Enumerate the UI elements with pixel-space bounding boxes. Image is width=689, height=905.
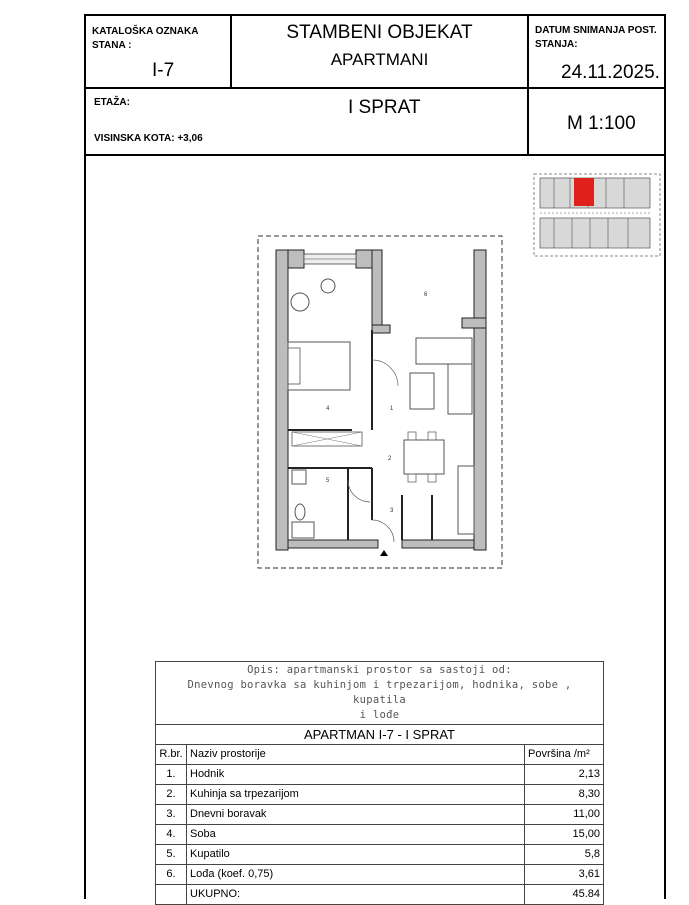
floor-value: I SPRAT (348, 97, 421, 118)
col-num-header: R.br. (156, 745, 187, 765)
title-line-1: STAMBENI OBJEKAT (286, 22, 473, 43)
row-area: 15,00 (525, 825, 604, 845)
table-row (156, 805, 604, 825)
highlighted-unit (574, 178, 594, 206)
table-header-row (156, 745, 604, 765)
scale-value: M 1:100 (567, 113, 636, 134)
date-label: DATUM SNIMANJA POST. STANJA: (535, 25, 657, 50)
header-scale-cell (527, 87, 666, 156)
description-line-2: Dnevnog boravka sa kuhinjom i trpezarijom, hodnika, sobe , kupatila (187, 679, 572, 706)
description-line-1: Opis: apartmanski prostor sa sastoji od: (247, 664, 512, 676)
row-area: 8,30 (525, 785, 604, 805)
row-name: Soba (187, 825, 525, 845)
row-area: 11,00 (525, 805, 604, 825)
height-row (94, 133, 203, 144)
apartment-title: APARTMAN I-7 - I SPRAT (156, 725, 604, 745)
table-row (156, 865, 604, 885)
header-date-cell (527, 14, 666, 89)
apartment-title-row (156, 725, 604, 745)
header-floor-cell (84, 87, 530, 156)
row-num: 1. (156, 765, 187, 785)
floor-label: ETAŽA: (94, 97, 130, 108)
height-value: +3,06 (177, 133, 203, 144)
date-value: 24.11.2025. (561, 62, 660, 83)
table-row (156, 825, 604, 845)
row-area: 5,8 (525, 845, 604, 865)
row-num: 2. (156, 785, 187, 805)
description-row (156, 662, 604, 725)
table-row (156, 785, 604, 805)
key-plan-image (532, 170, 662, 260)
row-name: Kupatilo (187, 845, 525, 865)
room-label-soba: 4 (326, 406, 330, 412)
stan-label: STANA : (92, 40, 132, 51)
row-name: Lođa (koef. 0,75) (187, 865, 525, 885)
floor-plan-drawing (252, 230, 507, 572)
total-num-cell (156, 885, 187, 905)
row-area: 3,61 (525, 865, 604, 885)
col-area-header: Površina /m² (525, 745, 604, 765)
code-label: KATALOŠKA OZNAKA (92, 26, 199, 37)
row-num: 5. (156, 845, 187, 865)
row-num: 4. (156, 825, 187, 845)
stan-value: I-7 (152, 60, 175, 81)
header-code-cell (84, 14, 232, 89)
total-row (156, 885, 604, 905)
rooms-table (155, 661, 604, 905)
header-title-cell (230, 14, 529, 89)
room-label-boravak: 3 (390, 508, 394, 514)
row-area: 2,13 (525, 765, 604, 785)
height-label: VISINSKA KOTA: (94, 133, 175, 144)
row-name: Hodnik (187, 765, 525, 785)
room-label-loda: 6 (424, 292, 428, 298)
row-num: 3. (156, 805, 187, 825)
room-label-hodnik: 1 (390, 406, 394, 412)
title-line-2: APARTMANI (330, 50, 429, 69)
row-num: 6. (156, 865, 187, 885)
room-label-kuhinja: 2 (388, 456, 392, 462)
table-row (156, 845, 604, 865)
total-label: UKUPNO: (187, 885, 525, 905)
row-name: Dnevni boravak (187, 805, 525, 825)
description-line-3: i lođe (359, 709, 400, 721)
room-label-kupatilo: 5 (326, 478, 330, 484)
total-value: 45.84 (525, 885, 604, 905)
table-row (156, 765, 604, 785)
col-name-header: Naziv prostorije (187, 745, 525, 765)
row-name: Kuhinja sa trpezarijom (187, 785, 525, 805)
